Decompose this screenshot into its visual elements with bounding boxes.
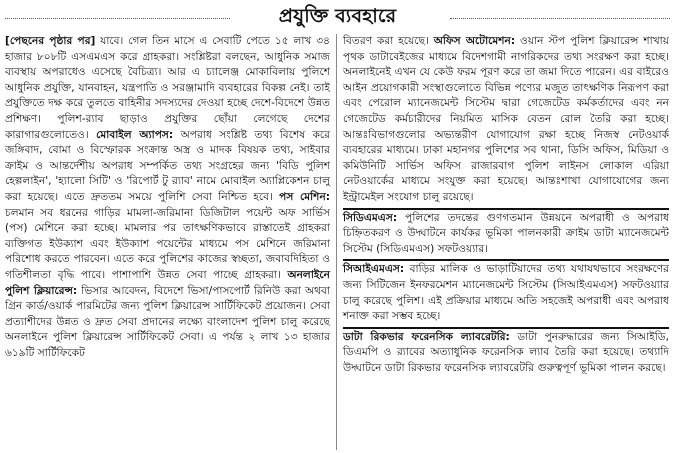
headline-rule-left	[5, 18, 230, 19]
paragraph-text: অপরাধ সংশ্লিষ্ট তথ্য বিশেষ করে জঙ্গিবাদ, বোমা ও বিস্ফোরক সংক্রান্ত অস্ত্র ও মাদক বিষয়ক তথ্য, সাইবার ক্রাইম ও আন্তর্দেশীয় অপরাধ সম্পর্কিত তথ্য সংগ্রহের জন্য 'বিডি পুলিশ হেল্পলাইন', 'হ্যালো সিটি' ও 'রিপোর্ট টু র‌্যাব' নামে মোবাইল অ্যাপ্লিকেশন চালু করা হয়েছে। এতে দ্রুততম সময়ে পুলিশি সেবা নিশ্চিত হবে।	[5, 128, 330, 203]
headline-rule-right	[450, 18, 670, 19]
subhead-mobile-apps: মোবাইল অ্যাপস:	[96, 128, 174, 141]
paragraph-text: যাবে। গেল তিন মাসে এ সেবাটি পেতে ১৫ লাখ ৩৪ হাজার ৮০৮টি এসএমএস করে গ্রাহকরা। সংশ্লিষ্টরা বলছেন, আধুনিক সমাজ ব্যবস্থায় অপরাধেও এসেছে বৈচিত্র্য। আর এ চ্যালেঞ্জ মোকাবিলায় পুলিশে আধুনিক প্রযুক্তি, যানবাহন, যন্ত্রপাতি ও সরঞ্জামাদি ব্যবহারের বিকল্প নেই। তাই প্রযুক্তিতে দক্ষ করে তুলতে বাহিনীর সদস্যদের দেওয়া হচ্ছে দেশে-বিদেশে উন্নত প্রশিক্ষণ। পুলিশ-র‌্যাব ছাড়াও প্রযুক্তির ছোঁয়া লেগেছে দেশের কারাগারগুলোতেও।	[5, 35, 330, 141]
continuation-marker: [পেছনের পৃষ্ঠার পর]	[5, 35, 96, 47]
paragraph-office-automation	[343, 34, 669, 206]
paragraph-text: ডাটা পুনরুদ্ধারের জন্য সিআইডি, ডিএমপি ও র‌্যাবের অত্যাধুনিক ফরেনসিক ল্যাব তৈরি করা হয়েছে। তথ্যাদি উদ্ঘাটনে ডাটা রিকভার ফরেনসিক ল্যাবরেটরি গুরুত্বপূর্ণ ভূমিকা পালন করছে।	[343, 330, 669, 374]
column-right	[337, 34, 669, 450]
subhead-online-clearance: অনলাইনে পুলিশ ক্লিয়ারেন্স:	[5, 268, 330, 297]
headline-bar	[5, 4, 670, 32]
paragraph-text: বিতরণ করা হয়েছে।	[343, 35, 434, 47]
paragraph-forensic-lab	[343, 327, 669, 377]
paragraph-text: চলমান সব ধরনের গাড়ির মামলা-জরিমানা ডিজিটাল পয়েন্ট অফ সার্ভিস (পস) মেশিনে করা হচ্ছে। মামলার পর তাৎক্ষণিকভাবে রাস্তাতেই গ্রাহকরা ব্যক্তিগত ইউক্যাশ এবং ইউক্যাশ পয়েন্টের মাধ্যমে পস মেশিনে জরিমানা পরিশোধ করতে পারবেন। এতে করে পুলিশের কাজের স্বচ্ছতা, জবাবদিহিতা ও গতিশীলতা বৃদ্ধি পাবে। পাশাপাশি উন্নত সেবা পাচ্ছে গ্রাহকরা।	[5, 206, 330, 281]
paragraph-text: ওয়ান স্টপ পুলিশ ক্লিয়ারেন্স শাখায় পৃথক ডাটাবেইজের মাধ্যমে বিদেশগামী নাগরিকদের তথ্য সংরক্ষণ করা হচ্ছে। অনলাইনেই এখন যে কেউ ফরম পূরণ করে তা জমা দিতে পারেন। এর বাইরেও আইন প্রয়োগকারী সংস্থাগুলোতে বিভিন্ন পণ্যের মজুত তাৎক্ষণিক নিরূপণ করা এবং পেরোল ম্যানেজমেন্ট সিস্টেম দ্বারা গেজেটেড কর্মকর্তাদের এবং নন গেজেটেড কর্মচারীদের নিয়মিত মাসিক বেতন রোল তৈরি করা হচ্ছে। আন্তঃবিভাগগুলোর অভ্যন্তরীণ যোগাযোগ রক্ষা হচ্ছে নিজস্ব নেটওয়ার্ক ব্যবহারের মাধ্যমে। ঢাকা মহানগর পুলিশের সব থানা, ডিসি অফিস, মিডিয়া ও কমিউনিটি সার্ভিস অফিস রাজারবাগ পুলিশ লাইনস লোকাল এরিয়া নেটওয়ার্কের মাধ্যমে সংযুক্ত করা হয়েছে। আন্তঃশাখা যোগাযোগের জন্য ইন্ট্রামেইল সংযোগ চালু রয়েছে।	[343, 35, 669, 203]
paragraph-text: বাড়ির মালিক ও ভাড়াটিয়াদের তথ্য যথাযথভাবে সংরক্ষণের জন্য সিটিজেন ইনফরমেশন ম্যানেজমেন্ট সিস্টেম (সিআইএমএস) সফটওয়্যার চালু করেছে পুলিশ। এই প্রক্রিয়ার মাধ্যমে অতি সহজেই অপরাধী এবং অপরাধ শনাক্ত করা সম্ভব হচ্ছে।	[343, 263, 669, 323]
subhead-cdms: সিডিএমএস:	[343, 211, 398, 224]
subhead-office-automation: অফিস অটোমেশন:	[433, 35, 516, 47]
article-headline: প্রযুক্তি ব্যবহারে	[271, 2, 404, 34]
paragraph-cims	[343, 259, 669, 324]
column-left	[5, 34, 337, 450]
subhead-forensic-lab: ডাটা রিকভার ফরেনসিক ল্যাবরেটরি:	[343, 330, 510, 343]
paragraph-text: ভিসার আবেদন, বিদেশে ভিসা/পাসপোর্ট রিনিউ করা অথবা গ্রিন কার্ড/ওয়ার্ক পারমিটের জন্য পুলিশ ক্লিয়ারেন্স সার্টিফিকেট প্রয়োজন। সেবা প্রত্যাশীদের উন্নত ও দ্রুত সেবা প্রদানের লক্ষ্যে বাংলাদেশ পুলিশ চালু করেছে অনলাইনে পুলিশ ক্লিয়ারেন্স সার্টিফিকেট সেবা। এ পর্যন্ত ২ লাখ ১৩ হাজার ৬১৯টি সার্টিফিকেট	[5, 284, 330, 359]
subhead-pos-machine: পস মেশিন:	[279, 190, 330, 203]
paragraph-cdms	[343, 208, 669, 258]
article-columns	[5, 34, 670, 450]
paragraph-text: পুলিশের তদন্তের গুণগতমান উন্নয়নে অপরাধী ও অপরাধ চিহ্নিতকরণ ও উদ্ঘাটনে কার্যকর ভূমিকা পালনকারী ক্রাইম ডাটা ম্যানেজমেন্ট সিস্টেম (সিডিএমএস) সফটওয়্যার।	[343, 211, 669, 255]
paragraph-intro	[5, 34, 330, 361]
subhead-cims: সিআইএমএস:	[343, 263, 405, 276]
